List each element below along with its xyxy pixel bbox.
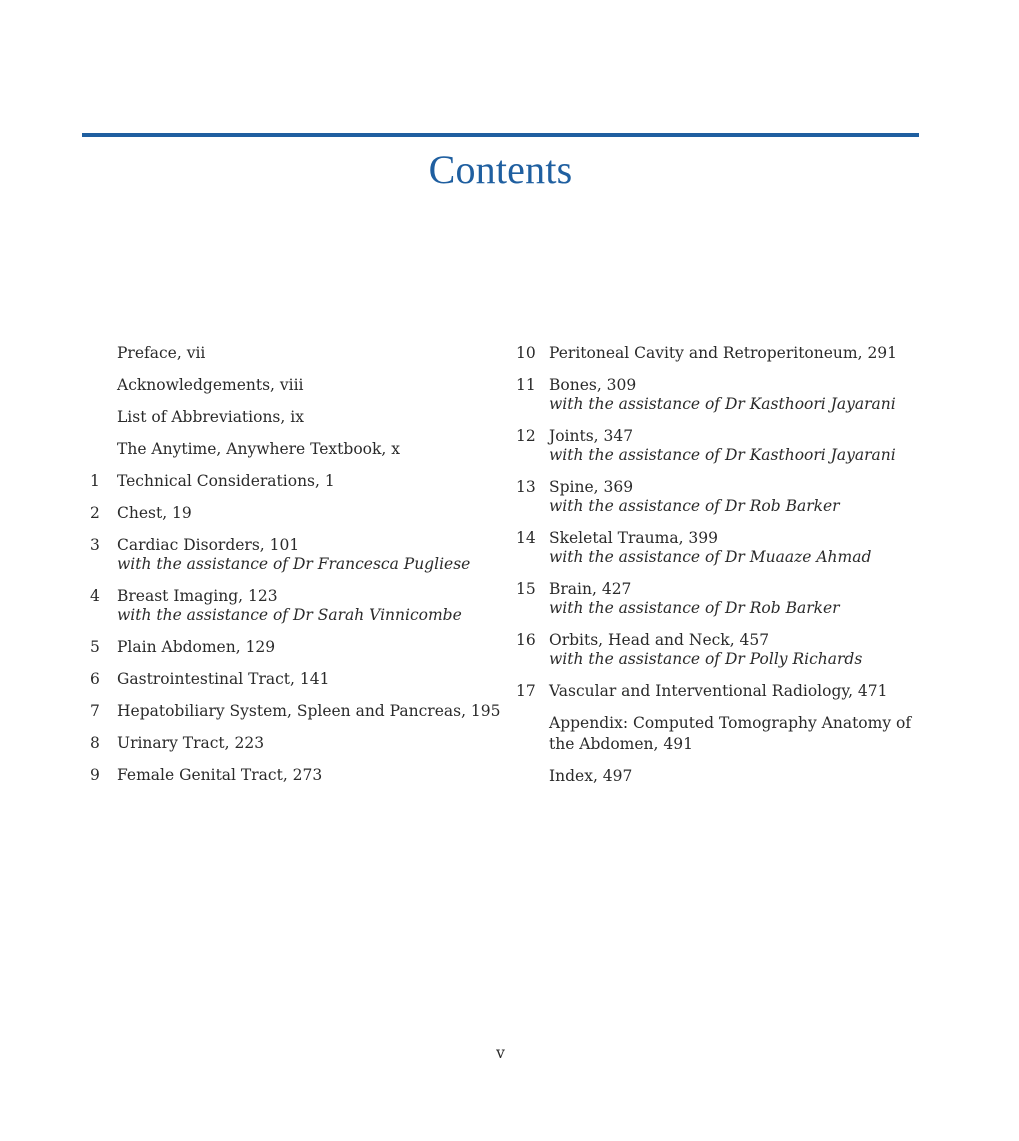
toc-entry-number: 4 (90, 587, 100, 605)
toc-entry (82, 701, 512, 722)
toc-entry-title: Urinary Tract, 223 (117, 734, 265, 752)
toc-entry-title: Plain Abdomen, 129 (117, 638, 276, 656)
toc-entry-contributor: with the assistance of Dr Kasthoori Jayarani (549, 446, 896, 464)
toc-entry-title: Appendix: Computed Tomography Anatomy of the Abdomen, 491 (549, 714, 912, 753)
toc-entry-number: 14 (516, 529, 536, 547)
toc-entry-contributor: with the assistance of Dr Muaaze Ahmad (549, 548, 872, 566)
page-title: Contents (428, 147, 573, 192)
toc-entry (514, 766, 926, 787)
toc-entry-contributor: with the assistance of Dr Francesca Pugliese (117, 555, 471, 573)
toc-entry (82, 535, 512, 575)
toc-entry-title: Hepatobiliary System, Spleen and Pancreas, 195 (117, 702, 501, 720)
toc-entry-number: 15 (516, 580, 536, 598)
toc-entry-number: 7 (90, 702, 100, 720)
toc-entry-contributor: with the assistance of Dr Rob Barker (549, 599, 840, 617)
toc-entry (82, 407, 512, 428)
toc-entry-number: 17 (516, 682, 536, 700)
toc-entry-number: 5 (90, 638, 100, 656)
toc-entry (514, 426, 926, 466)
toc-entry (514, 579, 926, 619)
toc-entry-contributor: with the assistance of Dr Sarah Vinnicombe (117, 606, 462, 624)
toc-entry (82, 471, 512, 492)
toc-entry (514, 528, 926, 568)
toc-entry-title: List of Abbreviations, ix (117, 408, 304, 426)
toc-entry (82, 503, 512, 524)
toc-entry-number: 8 (90, 734, 100, 752)
toc-entry-title: Orbits, Head and Neck, 457 (549, 631, 770, 649)
toc-entry-number: 3 (90, 536, 100, 554)
toc-left-column (82, 343, 512, 797)
toc-entry-title: Peritoneal Cavity and Retroperitoneum, 291 (549, 344, 898, 362)
toc-entry-number: 1 (90, 472, 100, 490)
toc-entry (82, 343, 512, 364)
toc-entry-contributor: with the assistance of Dr Rob Barker (549, 497, 840, 515)
toc-entry (82, 375, 512, 396)
toc-entry-title: Brain, 427 (549, 580, 632, 598)
page-number: v (496, 1044, 505, 1062)
toc-entry-number: 9 (90, 766, 100, 784)
title-rule (82, 133, 919, 137)
toc-entry (82, 733, 512, 754)
toc-entry (514, 630, 926, 670)
toc-entry-title: Preface, vii (117, 344, 206, 362)
toc-entry (82, 637, 512, 658)
toc-entry-title: Chest, 19 (117, 504, 192, 522)
toc-entry-title: Gastrointestinal Tract, 141 (117, 670, 330, 688)
toc-entry-title: Joints, 347 (549, 427, 634, 445)
toc-entry-number: 12 (516, 427, 536, 445)
toc-entry-title: Female Genital Tract, 273 (117, 766, 323, 784)
toc-entry (514, 375, 926, 415)
toc-entry-number: 6 (90, 670, 100, 688)
toc-entry-title: Acknowledgements, viii (117, 376, 304, 394)
toc-right-column (514, 343, 926, 798)
toc-entry-number: 11 (516, 376, 536, 394)
toc-entry-title: Index, 497 (549, 767, 633, 785)
toc-entry-title: Breast Imaging, 123 (117, 587, 278, 605)
toc-entry (82, 439, 512, 460)
toc-entry-number: 16 (516, 631, 536, 649)
toc-entry-title: Spine, 369 (549, 478, 634, 496)
toc-entry (514, 681, 926, 702)
toc-entry (82, 586, 512, 626)
toc-entry-contributor: with the assistance of Dr Polly Richards (549, 650, 863, 668)
toc-entry-contributor: with the assistance of Dr Kasthoori Jayarani (549, 395, 896, 413)
toc-entry (82, 765, 512, 786)
toc-entry-title: Vascular and Interventional Radiology, 471 (549, 682, 888, 700)
toc-entry-number: 10 (516, 344, 536, 362)
toc-entry (514, 713, 926, 755)
toc-entry-title: Skeletal Trauma, 399 (549, 529, 719, 547)
toc-entry-title: Technical Considerations, 1 (117, 472, 335, 490)
toc-entry (82, 669, 512, 690)
toc-entry-number: 13 (516, 478, 536, 496)
toc-entry-title: Bones, 309 (549, 376, 637, 394)
toc-entry-title: The Anytime, Anywhere Textbook, x (117, 440, 400, 458)
toc-entry-title: Cardiac Disorders, 101 (117, 536, 300, 554)
toc-entry-number: 2 (90, 504, 100, 522)
toc-entry (514, 343, 926, 364)
toc-entry (514, 477, 926, 517)
